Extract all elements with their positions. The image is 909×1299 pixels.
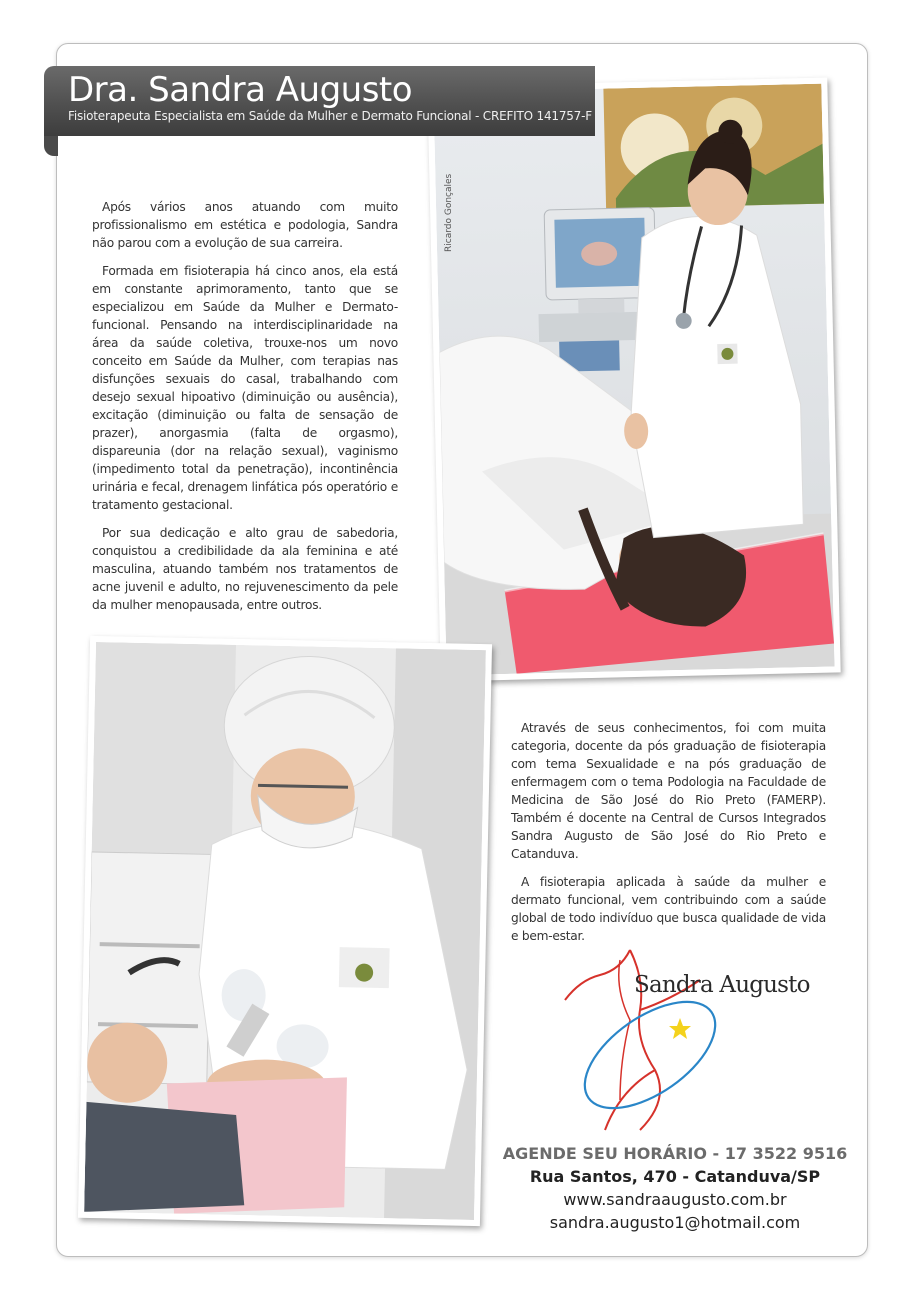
page-subtitle: Fisioterapeuta Especialista em Saúde da Mulher e Dermato Funcional - CREFITO 141757-F	[68, 109, 592, 123]
contact-block	[480, 1144, 870, 1236]
paragraph: Formada em fisioterapia há cinco anos, ela está em constante aprimoramento, tanto que se especializou em Saúde da Mulher e Dermato-funcional. Pensando na interdisciplinaridade na área da saúde coletiva, trouxe-nos um novo conceito em Saúde da Mulher, com terapias nas disfunções sexuais do casal, trabalhando com desejo sexual hipoativo (diminuição ou ausência), excitação (diminuição ou falta de sensação de prazer), anorgasmia (falta de orgasmo), dispareunia (dor na relação sexual), vaginismo (impedimento total da penetração), incontinência urinária e fecal, drenagem linfática pós operatório e tratamento gestacional.	[92, 264, 398, 512]
photo-podology-treatment	[78, 636, 492, 1226]
paragraph: Após vários anos atuando com muito profissionalismo em estética e podologia, Sandra não parou com a evolução de sua carreira.	[92, 200, 398, 250]
photo-credit: Ricardo Gonçales	[444, 173, 454, 252]
website-link[interactable]: www.sandraaugusto.com.br	[563, 1190, 787, 1209]
address: Rua Santos, 470 - Catanduva/SP	[529, 1167, 821, 1186]
header-banner	[44, 66, 595, 136]
consultation-illustration	[433, 84, 834, 676]
schedule-phone: AGENDE SEU HORÁRIO - 17 3522 9516	[502, 1144, 848, 1163]
paragraph: A fisioterapia aplicada à saúde da mulher e dermato funcional, vem contribuindo com a saúde global de todo indivíduo que busca qualidade de vida e bem-estar.	[511, 875, 826, 943]
article-column-left	[92, 198, 398, 624]
paragraph: Através de seus conhecimentos, foi com muita categoria, docente da pós graduação de fisioterapia com tema Sexualidade e na pós graduação de enfermagem com o tema Podologia na Faculdade de Medicina de São José do Rio Preto (FAMERP). Também é docente na Central de Cursos Integrados Sandra Augusto de São José do Rio Preto e Catanduva.	[511, 721, 826, 861]
podology-illustration	[84, 642, 486, 1220]
sandra-augusto-logo	[560, 940, 790, 1140]
paragraph: Por sua dedicação e alto grau de sabedoria, conquistou a credibilidade da ala feminina e até masculina, atuando também nos tratamentos de acne juvenil e adulto, no rejuvenescimento da pele da mulher menopausada, entre outros.	[92, 526, 398, 612]
photo-clinic-consultation	[427, 78, 840, 682]
page-title: Dra. Sandra Augusto	[68, 70, 413, 110]
article-column-right	[511, 719, 826, 955]
email-link[interactable]: sandra.augusto1@hotmail.com	[549, 1213, 801, 1232]
logo-wordmark: Sandra Augusto	[634, 972, 810, 998]
